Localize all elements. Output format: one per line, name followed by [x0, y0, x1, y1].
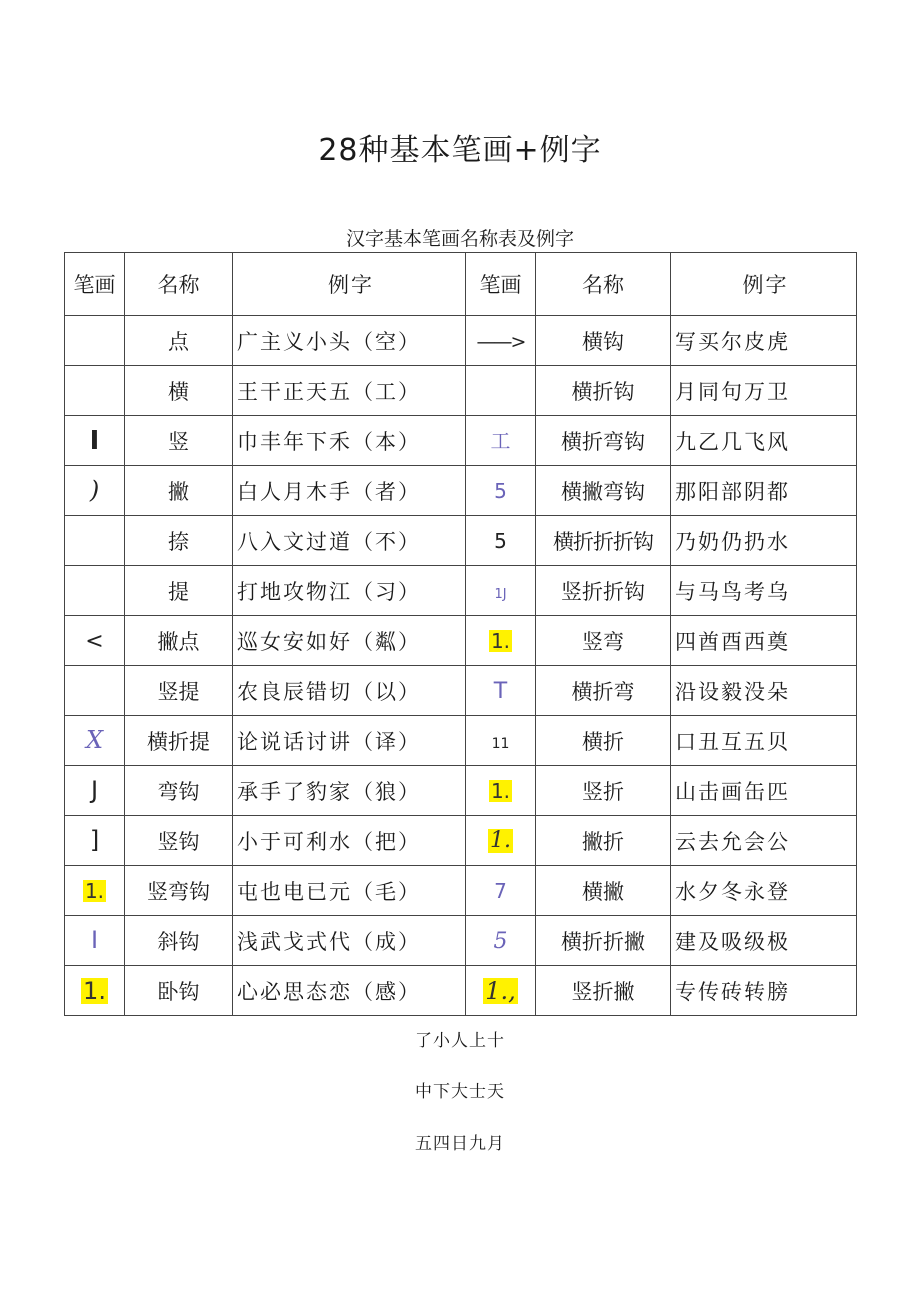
stroke-symbol	[65, 316, 125, 366]
stroke-name: 竖钩	[125, 816, 233, 866]
stroke-examples: 写买尔皮虎	[671, 316, 857, 366]
stroke-examples: 四酋酉西奠	[671, 616, 857, 666]
stroke-name: 横折弯钩	[536, 416, 671, 466]
table-subtitle: 汉字基本笔画名称表及例字	[345, 228, 574, 250]
stroke-name: 点	[125, 316, 233, 366]
table-row	[65, 716, 857, 766]
stroke-symbol: 1.	[65, 866, 125, 916]
stroke-examples: 巾丰年下禾（本）	[233, 416, 466, 466]
stroke-symbol: )	[65, 466, 125, 516]
stroke-name: 卧钩	[125, 966, 233, 1016]
header-examples-left: 例字	[233, 253, 466, 316]
stroke-symbol: I	[65, 416, 125, 466]
stroke-symbol: 1.	[466, 766, 536, 816]
stroke-symbol: 5	[466, 466, 536, 516]
stroke-name: 竖折撇	[536, 966, 671, 1016]
stroke-name: 弯钩	[125, 766, 233, 816]
table-row	[65, 566, 857, 616]
stroke-name: 横折折撇	[536, 916, 671, 966]
stroke-symbol: 5	[466, 516, 536, 566]
header-examples-right: 例字	[671, 253, 857, 316]
stroke-symbol: 工	[466, 416, 536, 466]
stroke-name: 横折弯	[536, 666, 671, 716]
stroke-examples: 心必思态恋（感）	[233, 966, 466, 1016]
stroke-symbol	[65, 366, 125, 416]
stroke-symbol: 1.,	[466, 966, 536, 1016]
stroke-name: 横	[125, 366, 233, 416]
stroke-symbol: 5	[466, 916, 536, 966]
table-row	[65, 466, 857, 516]
stroke-symbol: T	[466, 666, 536, 716]
stroke-symbol	[65, 566, 125, 616]
stroke-name: 横折	[536, 716, 671, 766]
stroke-symbol: 1J	[466, 566, 536, 616]
stroke-name: 撇点	[125, 616, 233, 666]
footer-line: 五四日九月	[415, 1134, 505, 1154]
stroke-name: 提	[125, 566, 233, 616]
stroke-examples: 承手了豹家（狼）	[233, 766, 466, 816]
stroke-name: 竖折	[536, 766, 671, 816]
stroke-name: 撇折	[536, 816, 671, 866]
stroke-examples: 浅武戈式代（成）	[233, 916, 466, 966]
stroke-name: 竖折折钩	[536, 566, 671, 616]
stroke-symbol	[466, 366, 536, 416]
stroke-examples: 与马鸟考乌	[671, 566, 857, 616]
stroke-examples: 九乙几飞风	[671, 416, 857, 466]
stroke-examples: 专传砖转膀	[671, 966, 857, 1016]
stroke-name: 横折钩	[536, 366, 671, 416]
table-header-row	[65, 253, 857, 316]
stroke-name: 竖提	[125, 666, 233, 716]
stroke-name: 竖弯钩	[125, 866, 233, 916]
stroke-symbol	[65, 666, 125, 716]
stroke-examples: 论说话讨讲（译）	[233, 716, 466, 766]
stroke-symbol: <	[65, 616, 125, 666]
stroke-examples: 月同句万卫	[671, 366, 857, 416]
stroke-symbol: 1.	[466, 816, 536, 866]
table-row	[65, 416, 857, 466]
stroke-examples: 农良辰错切（以）	[233, 666, 466, 716]
stroke-examples: 巡女安如好（粼）	[233, 616, 466, 666]
stroke-name: 横撇弯钩	[536, 466, 671, 516]
stroke-examples: 山击画缶匹	[671, 766, 857, 816]
table-row	[65, 666, 857, 716]
stroke-name: 横折折折钩	[536, 516, 671, 566]
page-title: 28种基本笔画+例字	[318, 133, 602, 168]
stroke-name: 横折提	[125, 716, 233, 766]
stroke-examples: 云去允会公	[671, 816, 857, 866]
footer-line: 中下大士天	[415, 1082, 505, 1102]
stroke-examples: 八入文过道（不）	[233, 516, 466, 566]
stroke-symbol: ]	[65, 816, 125, 866]
stroke-name: 横钩	[536, 316, 671, 366]
stroke-examples: 屯也电已元（毛）	[233, 866, 466, 916]
stroke-symbol: I	[65, 916, 125, 966]
stroke-examples: 沿设毅没朵	[671, 666, 857, 716]
stroke-examples: 水夕冬永登	[671, 866, 857, 916]
stroke-name: 撇	[125, 466, 233, 516]
stroke-examples: 乃奶仍扔水	[671, 516, 857, 566]
table-row	[65, 616, 857, 666]
table-row	[65, 866, 857, 916]
stroke-symbol: J	[65, 766, 125, 816]
stroke-examples: 建及吸级极	[671, 916, 857, 966]
stroke-name: 竖	[125, 416, 233, 466]
stroke-symbol: 1.	[65, 966, 125, 1016]
table-row	[65, 316, 857, 366]
stroke-examples: 小于可利水（把）	[233, 816, 466, 866]
stroke-symbol: 7	[466, 866, 536, 916]
table-row	[65, 916, 857, 966]
stroke-name: 竖弯	[536, 616, 671, 666]
footer-line: 了小人上十	[415, 1031, 505, 1051]
stroke-symbol	[65, 516, 125, 566]
stroke-name: 横撇	[536, 866, 671, 916]
header-stroke-right: 笔画	[466, 253, 536, 316]
stroke-examples: 那阳部阴都	[671, 466, 857, 516]
stroke-name: 斜钩	[125, 916, 233, 966]
table-row	[65, 966, 857, 1016]
stroke-examples: 王干正天五（工）	[233, 366, 466, 416]
header-name-right: 名称	[536, 253, 671, 316]
stroke-symbol: X	[65, 716, 125, 766]
table-row	[65, 816, 857, 866]
stroke-examples: 口丑互五贝	[671, 716, 857, 766]
stroke-examples: 广主义小头（空）	[233, 316, 466, 366]
table-row	[65, 366, 857, 416]
table-row	[65, 516, 857, 566]
stroke-symbol: ——>	[466, 316, 536, 366]
table-row	[65, 766, 857, 816]
stroke-name: 捺	[125, 516, 233, 566]
stroke-symbol: 1.	[466, 616, 536, 666]
stroke-examples: 白人月木手（者）	[233, 466, 466, 516]
stroke-symbol: 11	[466, 716, 536, 766]
header-stroke-left: 笔画	[65, 253, 125, 316]
header-name-left: 名称	[125, 253, 233, 316]
stroke-table	[64, 252, 857, 1016]
stroke-examples: 打地攻物江（习）	[233, 566, 466, 616]
